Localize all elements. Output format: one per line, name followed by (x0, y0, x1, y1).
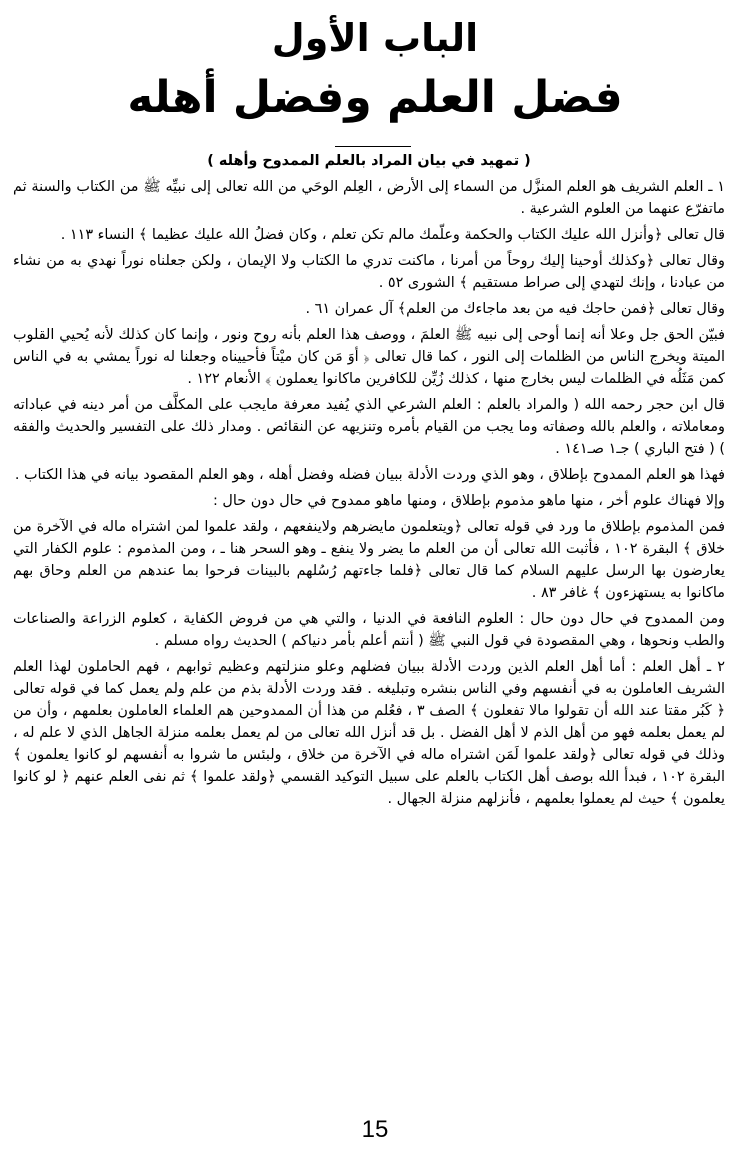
paragraph-11: ٢ ـ أهل العلم : أما أهل العلم الذين وردت الأدلة ببيان فضلهم وعلو منزلتهم وعظيم ثوابهم ، فهم الحاملون لهذا العلم الشريف العاملون به في أنفسهم وفي الناس بنشره وتبليغه . فقد وردت الأدلة بذم من علم ولم يعمل كما في قوله تعالى ﴿ كَبُر مقتا عند الله أن تقولوا مالا تفعلون ﴾ الصف ٣ ، فعُلم من هذا أن الممدوحين هم العلماء العاملون بعلمهم ، وأن من لم يعمل بعلمه فهو من أهل الذم لا أهل الفضل . بل قد أنزل الله تعالى من لم يعمل بعلمه منزلة الجاهل الذي لا علم له ، وذلك في قوله تعالى ﴿ولقد علموا لَمَن اشتراه ماله في الآخرة من خلاق ، ولبئس ما شروا به أنفسهم لو كانوا يعلمون ﴾ البقرة ١٠٢ ، فبدأ الله بوصف أهل الكتاب بالعلم على سبيل التوكيد القسمي ﴿ولقد علموا ﴾ ثم نفى العلم عنهم ﴿ لو كانوا يعلمون ﴾ حيث لم يعملوا بعلمهم ، فأنزلهم منزلة الجهال . (13, 659, 726, 807)
chapter-heading: الباب الأول (271, 16, 479, 60)
paragraph-4: وقال تعالى ﴿فمن حاجك فيه من بعد ماجاءك من العلم﴾ آل عمران ٦١ . (305, 301, 725, 317)
paragraph-1: ١ ـ العلم الشريف هو العلم المنزَّل من السماء إلى الأرض ، العِلم الوحَي من الله تعالى إلى نبيِّه ﷺ من الكتاب والسنة ثم ماتفرّع عنهما من العلوم الشرعية . (13, 179, 725, 217)
title-divider (335, 146, 411, 147)
paragraph-6: قال ابن حجر رحمه الله ( والمراد بالعلم : العلم الشرعي الذي يُفيد معرفة مايجب على المكلَّف من أمر دينه في عباداته ومعاملاته ، والعلم بالله وصفاته وما يجب من القيام بأمره وتنزيهه عن النقائص . ومدار ذلك على التفسير والحديث والفقه ) ( فتح الباري ) جـ١ صـ١٤١ . (13, 397, 725, 457)
body-text (13, 150, 725, 814)
paragraph-5: فبيّن الحق جل وعلا أنه إنما أوحى إلى نبيه ﷺ العلمَ ، ووصف هذا العلم بأنه روح ونور ، وإنما كان كذلك لأنه يُحيي القلوب الميتة ويخرج الناس من الظلمات إلى النور ، كما قال تعالى ﴿ أوَ مَن كان ميْتاً فأحييناه وجعلنا له نوراً يمشي به في الناس كمن مَثَلُه في الظلمات ليس بخارج منها ، كذلك زُيِّن للكافرين ماكانوا يعملون ﴾ الأنعام ١٢٢ . (13, 327, 725, 387)
paragraph-3: وقال تعالى ﴿وكذلك أوحينا إليك روحاً من أمرنا ، ماكنت تدري ما الكتاب ولا الإيمان ، ولكن جعلناه نوراً نهدي به من نشاء من عبادنا ، وإنك لتهدي إلى صراط مستقيم ﴾ الشورى ٥٢ . (13, 253, 725, 291)
chapter-title: فضل العلم وفضل أهله (127, 72, 623, 123)
section-heading: ( تمهيد في بيان المراد بالعلم الممدوح وأهله ) (207, 153, 531, 169)
page-number: 15 (361, 1116, 389, 1143)
paragraph-2: قال تعالى ﴿وأنزل الله عليك الكتاب والحكمة وعلّمك مالم تكن تعلم ، وكان فضلُ الله عليك عظيما ﴾ النساء ١١٣ . (60, 227, 725, 243)
paragraph-8: وإلا فهناك علوم أخر ، منها ماهو مذموم بإطلاق ، ومنها ماهو ممدوح في حال دون حال : (212, 493, 725, 509)
paragraph-10: ومن الممدوح في حال دون حال : العلوم النافعة في الدنيا ، والتي هي من فروض الكفاية ، كعلوم الزراعة والصناعات والطب ونحوها ، وهي المقصودة في قول النبي ﷺ ( أنتم أعلم بأمر دنياكم ) الحديث رواه مسلم . (13, 611, 725, 649)
paragraph-7: فهذا هو العلم الممدوح بإطلاق ، وهو الذي وردت الأدلة ببيان فضله وفضل أهله ، وهو العلم المقصود بيانه في هذا الكتاب . (14, 467, 725, 483)
paragraph-9: فمن المذموم بإطلاق ما ورد في قوله تعالى ﴿ويتعلمون مايضرهم ولاينفعهم ، ولقد علموا لمن اشتراه ماله في الآخرة من خلاق ﴾ البقرة ١٠٢ ، فأثبت الله تعالى أن من العلم ما يضر ولا ينفع ـ وهو السحر هنا ـ ، ومن المذموم : علوم الكفار التي يعارضون بها الرسل عليهم السلام كما قال تعالى ﴿فلما جاءتهم رُسُلهم بالبينات فرحوا بما عندهم من العلم وحاق بهم ماكانوا به يستهزءون ﴾ غافر ٨٣ . (13, 519, 725, 601)
